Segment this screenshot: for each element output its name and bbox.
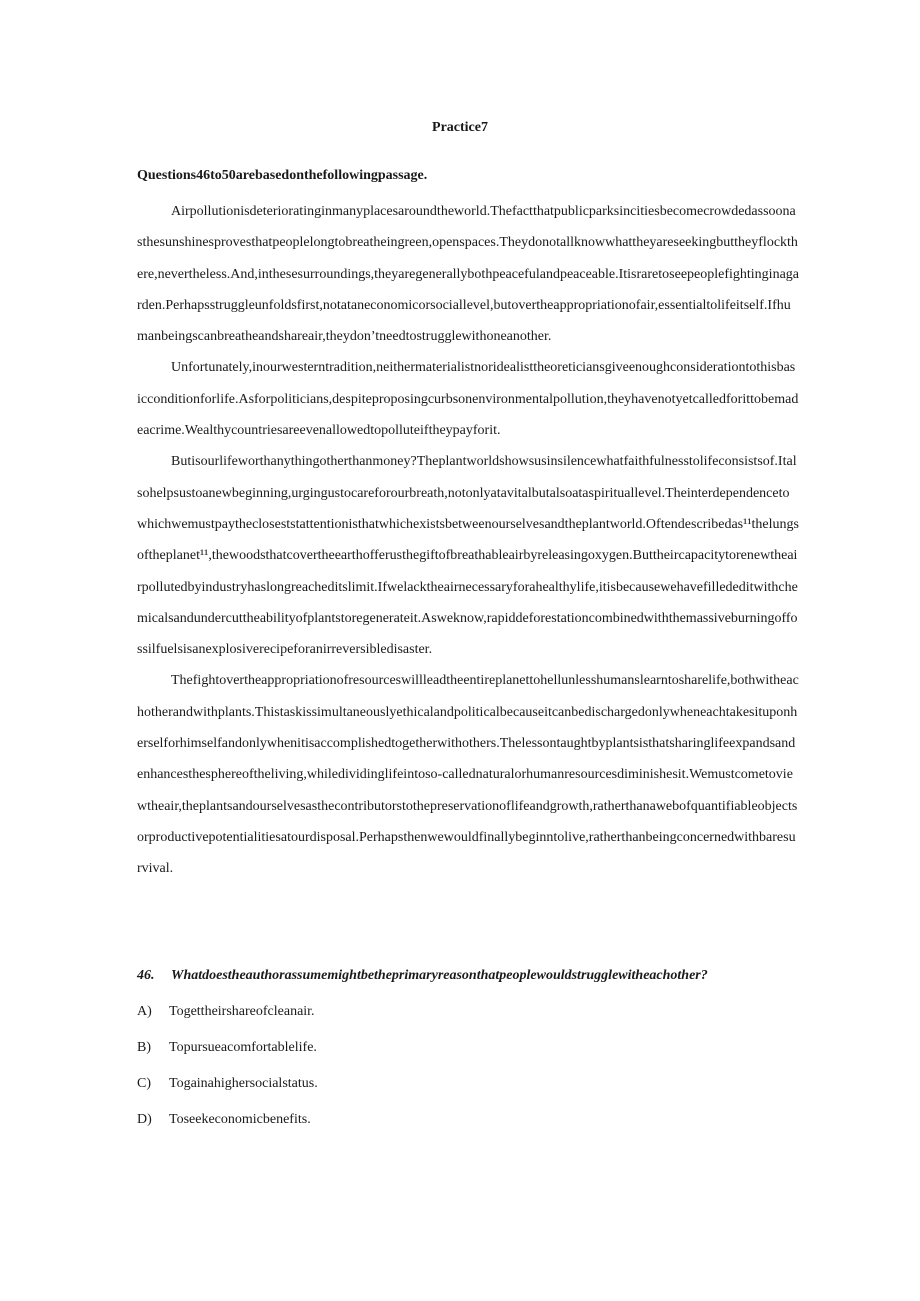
option-letter: B) <box>137 1040 151 1055</box>
passage-paragraph-1: Airpollutionisdeterioratinginmanyplacesaroundtheworld.Thefactthatpublicparksincitiesbecomecrowdedassoonasthesunshinesprovesthatpeoplelongtobreatheingreen,openspaces.Theydonotallknowwhattheyareseekingbuttheyflockthere,nevertheless.And,inthesesurroundings,theyaregenerallybothpeacefulandpeaceable.Itisraretoseepeoplefightinginagarden.Perhapsstruggleunfoldsfirst,notataneconomicorsociallevel,butovertheappropriationofair,essentialtolifeitself.Ifhumanbeingscanbreatheandshareair,theydon’tneedtostrugglewithoneanother. <box>137 204 799 345</box>
question-number: 46. <box>137 968 155 983</box>
reading-passage <box>137 196 799 885</box>
option-letter: A) <box>137 1004 152 1019</box>
section-instruction: Questions46to50arebasedonthefollowingpassage. <box>137 168 428 183</box>
option-text: Toseekeconomicbenefits. <box>169 1112 311 1127</box>
question-46 <box>137 968 817 984</box>
option-d[interactable] <box>137 1110 318 1146</box>
option-b[interactable] <box>137 1038 318 1074</box>
option-text: Togainahighersocialstatus. <box>169 1076 318 1091</box>
option-text: Topursueacomfortablelife. <box>169 1040 317 1055</box>
option-letter: D) <box>137 1112 152 1127</box>
answer-options <box>137 1002 318 1146</box>
passage-paragraph-2: Unfortunately,inourwesterntradition,neithermaterialistnoridealisttheoreticiansgiveenoughconsiderationtothisbasicconditionforlife.Asforpoliticians,despiteproposingcurbsonenvironmentalpollution,theyhavenotyetcalledforittobemadeacrime.Wealthycountriesareevenallowedtopolluteiftheypayforit. <box>137 360 799 439</box>
passage-paragraph-3: Butisourlifeworthanythingotherthanmoney?Theplantworldshowsusinsilencewhatfaithfulnesstolifeconsistsof.Italsohelpsustoanewbeginning,urgingustocareforourbreath,notonlyatavitalbutalsoataspirituallevel.Theinterdependencetowhichwemustpaythecloseststattentionisthatwhichexistsbetweenourselvesandtheplantworld.Oftendescribedas¹¹thelungsoftheplanet¹¹,thewoodsthatcovertheearthofferusthegiftofbreathableairbyreleasingoxygen.Buttheircapacitytorenewtheairpollutedbyindustryhaslongreacheditslimit.Ifwelacktheairnecessaryforahealthylife,itisbecausewehavefillededitwithchemicalsandundercuttheabilityofplantstoregenerateit.Asweknow,rapiddeforestationcombinedwiththemassiveburningoffossilfuelsisanexplosiverecipeforanirreversibledisaster. <box>137 454 799 658</box>
question-text: Whatdoestheauthorassumemightbetheprimaryreasonthatpeoplewouldstrugglewitheachother? <box>171 968 708 983</box>
option-text: Togettheirshareofcleanair. <box>169 1004 315 1019</box>
option-letter: C) <box>137 1076 151 1091</box>
option-c[interactable] <box>137 1074 318 1110</box>
page-title: Practice7 <box>432 120 488 135</box>
passage-paragraph-4: Thefightovertheappropriationofresourceswillleadtheentireplanettohellunlesshumanslearntosharelife,bothwitheachotherandwithplants.Thistaskissimultaneouslyethicalandpoliticalbecauseitcanbedischargedonlywheneachtakesituponherselforhimselfandonlywhenitisaccomplishedtogetherwithothers.Thelessontaughtbyplantsisthatsharinglifeexpandsandenhancesthesphereoftheliving,whiledividinglifeintoso-callednaturalorhumanresourcesdiminishesit.Wemustcometoviewtheair,theplantsandourselvesasthecontributorstothepreservationoflifeandgrowth,ratherthanawebofquantifiableobjectsorproductivepotentialitiesatourdisposal.Perhapsthenwewouldfinallybeginntolive,ratherthanbeingconcernedwithbaresurvival. <box>137 673 799 877</box>
option-a[interactable] <box>137 1002 318 1038</box>
